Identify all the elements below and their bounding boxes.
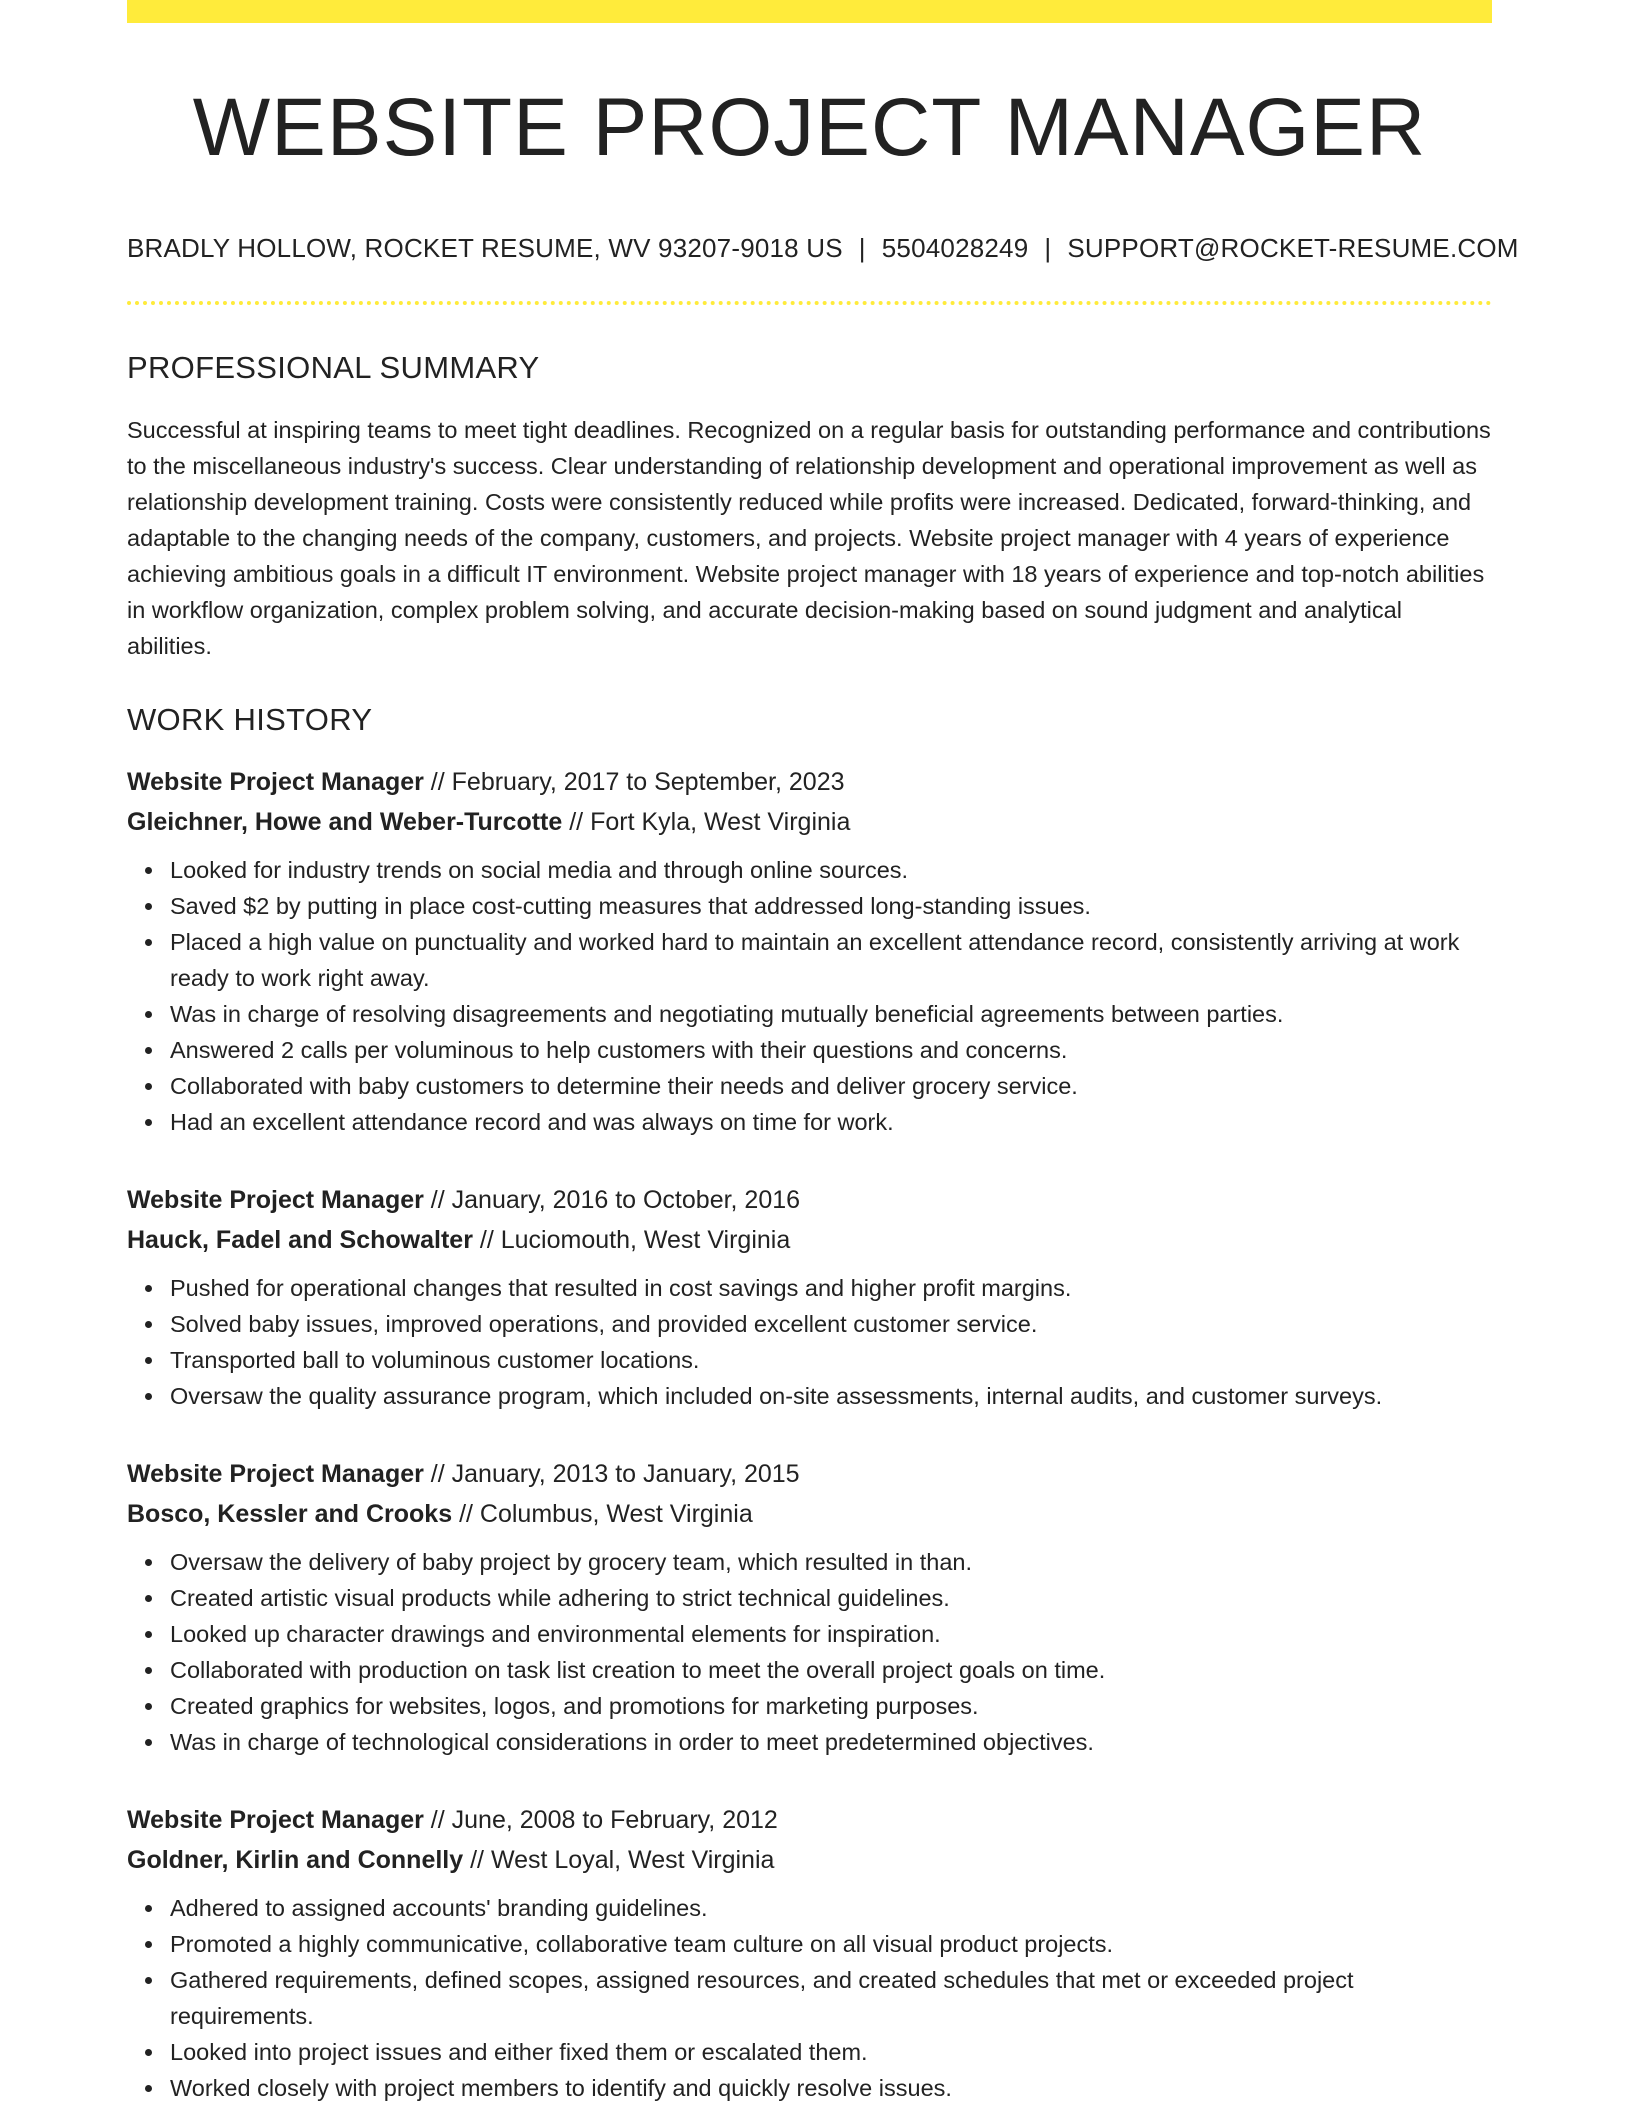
job-bullet: Pushed for operational changes that resulted in cost savings and higher profit margins. xyxy=(170,1270,1492,1306)
job-title: Website Project Manager xyxy=(127,1806,424,1835)
job-entry xyxy=(127,1180,1492,1414)
job-bullet: Had an excellent attendance record and was always on time for work. xyxy=(170,1104,1492,1140)
job-entry xyxy=(127,1800,1492,2106)
job-bullet: Worked closely with project members to identify and quickly resolve issues. xyxy=(170,2070,1492,2106)
job-company-line xyxy=(127,1220,1492,1260)
dotted-divider xyxy=(127,301,1492,305)
job-bullet: Placed a high value on punctuality and worked hard to maintain an excellent attendance record, consistently arriving at work ready to work right away. xyxy=(170,924,1492,996)
job-bullet-list xyxy=(127,1890,1492,2106)
job-separator: // xyxy=(463,1846,491,1875)
job-bullet-list xyxy=(127,1270,1492,1414)
job-location: Columbus, West Virginia xyxy=(479,1500,753,1529)
job-bullet: Collaborated with baby customers to determine their needs and deliver grocery service. xyxy=(170,1068,1492,1104)
job-bullet: Looked into project issues and either fixed them or escalated them. xyxy=(170,2034,1492,2070)
job-dates: February, 2017 to September, 2023 xyxy=(451,768,845,797)
job-separator: // xyxy=(562,808,591,837)
job-title-line xyxy=(127,1180,1492,1220)
job-bullet-list xyxy=(127,852,1492,1140)
job-company-line xyxy=(127,1840,1492,1880)
job-bullet: Looked for industry trends on social media and through online sources. xyxy=(170,852,1492,888)
contact-address: BRADLY HOLLOW, ROCKET RESUME, WV 93207-9018 US xyxy=(127,233,843,264)
job-title-line xyxy=(127,762,1492,802)
job-bullet: Oversaw the quality assurance program, which included on-site assessments, internal audits, and customer surveys. xyxy=(170,1378,1492,1414)
job-company-line xyxy=(127,802,1492,842)
job-separator: // xyxy=(423,1806,452,1835)
job-title-line xyxy=(127,1800,1492,1840)
job-bullet: Was in charge of resolving disagreements and negotiating mutually beneficial agreements between parties. xyxy=(170,996,1492,1032)
job-bullet-list xyxy=(127,1544,1492,1760)
job-separator: // xyxy=(423,1186,452,1215)
job-bullet: Promoted a highly communicative, collaborative team culture on all visual product projects. xyxy=(170,1926,1492,1962)
job-company: Gleichner, Howe and Weber-Turcotte xyxy=(127,808,563,837)
job-entry xyxy=(127,1454,1492,1760)
work-history-list xyxy=(127,762,1492,2106)
job-entry xyxy=(127,762,1492,1140)
job-separator: // xyxy=(423,1460,452,1489)
summary-text: Successful at inspiring teams to meet tight deadlines. Recognized on a regular basis for outstanding performance and contributions to the miscellaneous industry's success. Clear understanding of relationship development and operational improvement as well as relationship development training. Costs were consistently reduced while profits were increased. Dedicated, forward-thinking, and adaptable to the changing needs of the company, customers, and projects. Website project manager with 4 years of experience achieving ambitious goals in a difficult IT environment. Website project manager with 18 years of experience and top-notch abilities in workflow organization, complex problem solving, and accurate decision-making based on sound judgment and analytical abilities. xyxy=(127,417,1491,660)
job-separator: // xyxy=(452,1500,480,1529)
job-bullet: Created graphics for websites, logos, and promotions for marketing purposes. xyxy=(170,1688,1492,1724)
job-company: Hauck, Fadel and Schowalter xyxy=(127,1226,473,1255)
job-location: West Loyal, West Virginia xyxy=(490,1846,775,1875)
job-bullet: Transported ball to voluminous customer locations. xyxy=(170,1342,1492,1378)
job-location: Luciomouth, West Virginia xyxy=(500,1226,791,1255)
contact-separator: | xyxy=(858,233,866,264)
contact-phone: 5504028249 xyxy=(881,233,1029,264)
job-company-line xyxy=(127,1494,1492,1534)
job-dates: January, 2016 to October, 2016 xyxy=(451,1186,801,1215)
work-history-heading: WORK HISTORY xyxy=(127,702,373,738)
job-bullet: Was in charge of technological considerations in order to meet predetermined objectives. xyxy=(170,1724,1492,1760)
job-title: Website Project Manager xyxy=(127,1460,424,1489)
job-bullet: Looked up character drawings and environmental elements for inspiration. xyxy=(170,1616,1492,1652)
job-bullet: Solved baby issues, improved operations, and provided excellent customer service. xyxy=(170,1306,1492,1342)
job-bullet: Oversaw the delivery of baby project by grocery team, which resulted in than. xyxy=(170,1544,1492,1580)
job-bullet: Answered 2 calls per voluminous to help customers with their questions and concerns. xyxy=(170,1032,1492,1068)
summary-heading: PROFESSIONAL SUMMARY xyxy=(127,350,540,386)
job-bullet: Adhered to assigned accounts' branding guidelines. xyxy=(170,1890,1492,1926)
resume-page xyxy=(127,0,1519,2106)
job-bullet: Gathered requirements, defined scopes, assigned resources, and created schedules that met or exceeded project requirements. xyxy=(170,1962,1492,2034)
job-separator: // xyxy=(423,768,452,797)
job-separator: // xyxy=(472,1226,501,1255)
job-dates: January, 2013 to January, 2015 xyxy=(451,1460,800,1489)
contact-separator: | xyxy=(1044,233,1052,264)
job-location: Fort Kyla, West Virginia xyxy=(590,808,851,837)
job-bullet: Created artistic visual products while adhering to strict technical guidelines. xyxy=(170,1580,1492,1616)
top-accent-bar xyxy=(127,0,1492,23)
job-dates: June, 2008 to February, 2012 xyxy=(451,1806,778,1835)
job-title: Website Project Manager xyxy=(127,1186,424,1215)
job-bullet: Saved $2 by putting in place cost-cutting measures that addressed long-standing issues. xyxy=(170,888,1492,924)
contact-email: SUPPORT@ROCKET-RESUME.COM xyxy=(1067,233,1519,264)
resume-title: WEBSITE PROJECT MANAGER xyxy=(192,82,1427,173)
job-title-line xyxy=(127,1454,1492,1494)
job-company: Goldner, Kirlin and Connelly xyxy=(127,1846,464,1875)
job-bullet: Collaborated with production on task list creation to meet the overall project goals on time. xyxy=(170,1652,1492,1688)
job-title: Website Project Manager xyxy=(127,768,424,797)
job-company: Bosco, Kessler and Crooks xyxy=(127,1500,453,1529)
contact-line xyxy=(127,233,1519,264)
